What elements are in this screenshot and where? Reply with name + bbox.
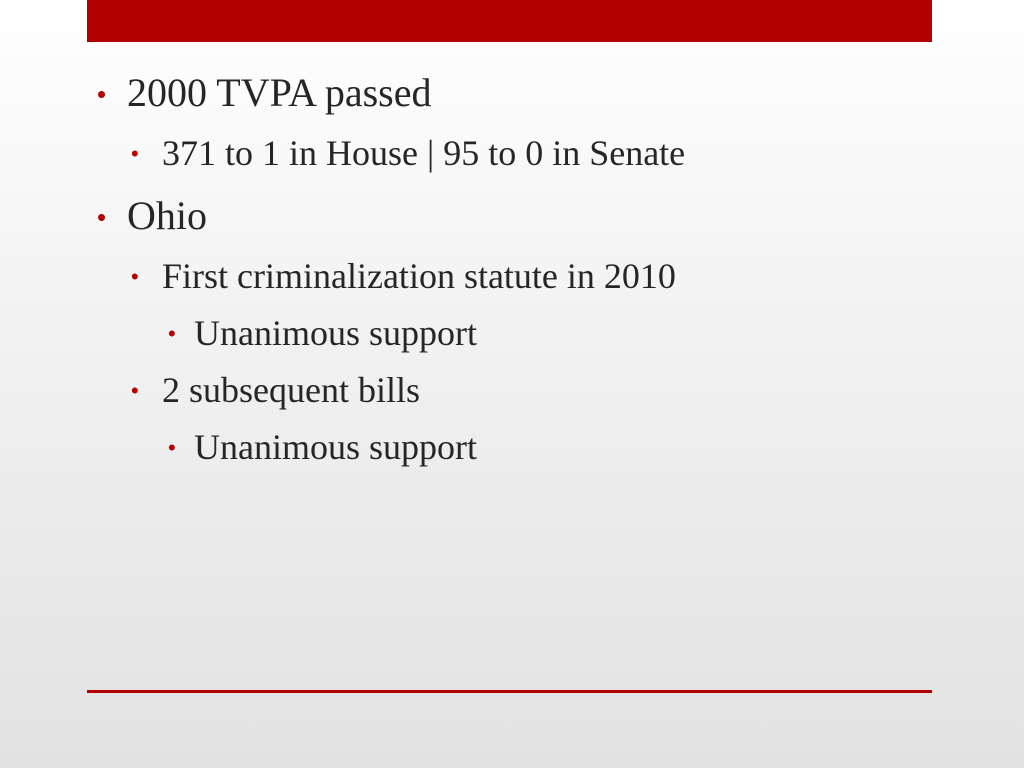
bullet-text: Unanimous support	[194, 313, 477, 353]
bullet-marker: •	[131, 141, 139, 166]
bullet-marker: •	[168, 435, 176, 460]
bullet-marker: •	[131, 264, 139, 289]
bullet-item-unanimous-1	[168, 313, 477, 353]
bullet-marker: •	[97, 202, 107, 232]
bullet-text: 2 subsequent bills	[162, 370, 420, 410]
bullet-text: 371 to 1 in House | 95 to 0 in Senate	[162, 133, 686, 173]
bullet-marker: •	[168, 321, 176, 346]
bullet-marker: •	[97, 79, 107, 109]
bullet-text: First criminalization statute in 2010	[162, 256, 676, 296]
bullet-marker: •	[131, 378, 139, 403]
bullet-text: Ohio	[127, 193, 207, 238]
bullet-item-first-statute	[131, 256, 676, 296]
bullet-item-subsequent-bills	[131, 370, 420, 410]
footer-rule	[87, 690, 932, 693]
bullet-item-tvpa	[97, 70, 432, 115]
bullet-text: Unanimous support	[194, 427, 477, 467]
bullet-item-ohio	[97, 193, 207, 238]
bullet-text: 2000 TVPA passed	[127, 70, 432, 115]
bullet-item-votes	[131, 133, 686, 173]
bullet-item-unanimous-2	[168, 427, 477, 467]
